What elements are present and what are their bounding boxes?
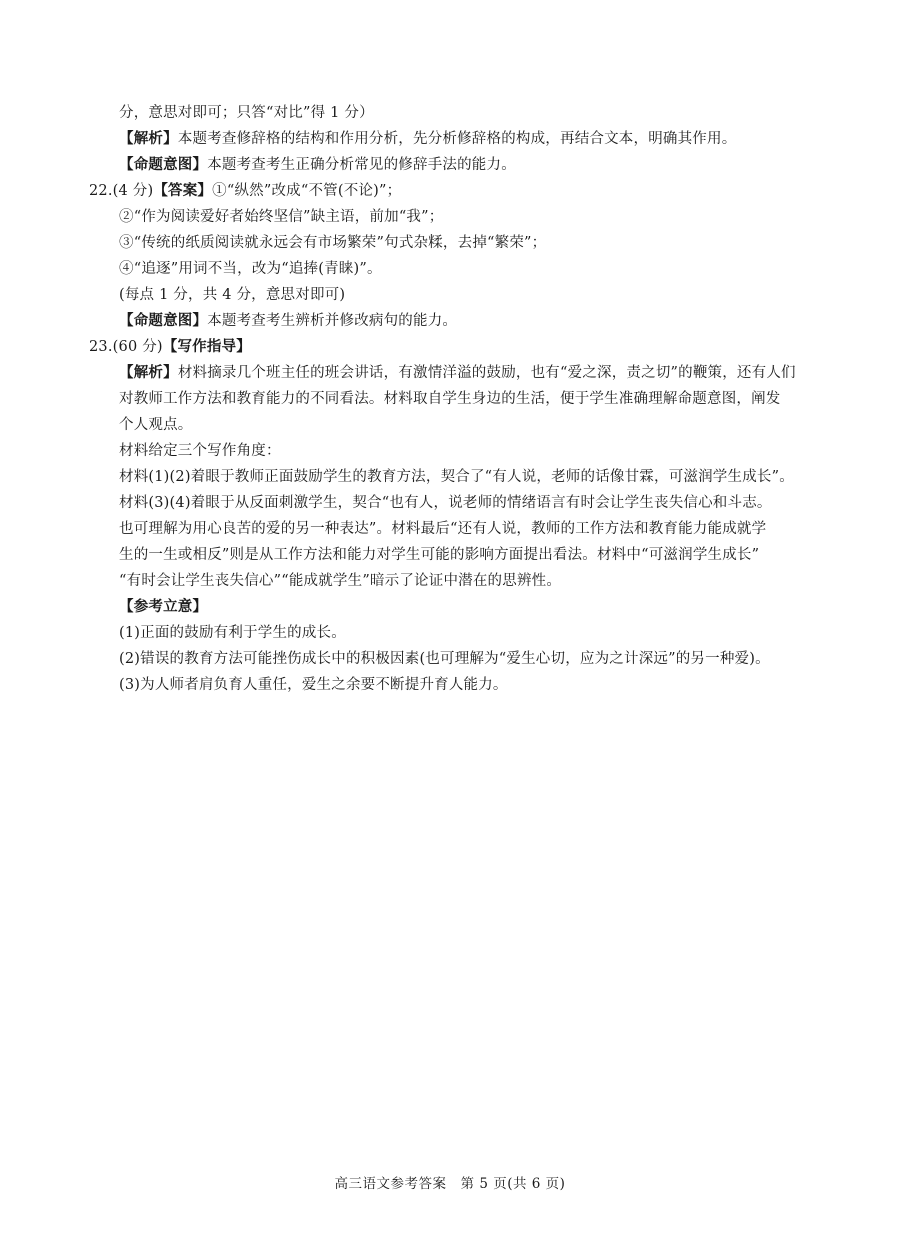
answer-item-3: ③“传统的纸质阅读就永远会有市场繁荣”句式杂糅，去掉“繁荣”；: [119, 235, 547, 251]
intent-label: 【命题意图】: [119, 157, 208, 173]
answer-label: 【答案】: [153, 183, 213, 199]
q23-header: [89, 337, 251, 357]
q21-score-note: 分，意思对即可；只答“对比”得 1 分）: [119, 105, 374, 121]
q21-intent: [119, 155, 516, 175]
answer-item-1: ①“纵然”改成“不管(不论)”；: [212, 183, 402, 199]
q23-analysis-line-2: 对教师工作方法和教育能力的不同看法。材料取自学生身边的生活，便于学生准确理解命题意图，阐发: [119, 391, 781, 407]
q21-analysis: [119, 129, 736, 149]
angle-2-line-3: 生的一生或相反”则是从工作方法和能力对学生可能的影响方面提出看法。材料中“可滋润学生成长”: [119, 547, 760, 563]
reference-ideas-label: 【参考立意】: [119, 599, 208, 615]
angle-2-line-4: “有时会让学生丧失信心”“能成就学生”暗示了论证中潜在的思辨性。: [119, 573, 562, 589]
q22-header: [89, 181, 401, 201]
question-points: (60 分): [112, 339, 163, 355]
q22-intent: [119, 311, 457, 331]
q23-analysis-line-1: [119, 363, 796, 383]
angle-2-line-2: 也可理解为用心良苦的爱的另一种表达”。材料最后“还有人说，教师的工作方法和教育能力能成就学: [119, 521, 767, 537]
scoring-note: (每点 1 分，共 4 分，意思对即可): [119, 287, 346, 303]
question-points: (4 分): [112, 183, 154, 199]
reference-idea-3: (3)为人师者肩负育人重任，爱生之余要不断提升育人能力。: [119, 677, 508, 693]
intent-text: 本题考查考生辨析并修改病句的能力。: [207, 313, 458, 329]
writing-guide-label: 【写作指导】: [162, 339, 251, 355]
question-number: 23.: [89, 339, 113, 355]
analysis-label: 【解析】: [119, 131, 178, 147]
angle-1: 材料(1)(2)着眼于教师正面鼓励学生的教育方法，契合了“有人说，老师的话像甘霖，可滋润学生成长”。: [119, 469, 794, 485]
angle-2-line-1: 材料(3)(4)着眼于从反面刺激学生，契合“也有人，说老师的情绪语言有时会让学生丧失信心和斗志。: [119, 495, 772, 511]
page-footer: 高三语文参考答案 第 5 页(共 6 页): [334, 1176, 566, 1192]
angles-intro: 材料给定三个写作角度：: [119, 443, 281, 459]
analysis-text: 本题考查修辞格的结构和作用分析，先分析修辞格的构成，再结合文本，明确其作用。: [177, 131, 737, 147]
q23-analysis-line-3: 个人观点。: [119, 417, 193, 433]
answer-item-4: ④“追逐”用词不当，改为“追捧(青睐)”。: [119, 261, 382, 277]
intent-label: 【命题意图】: [119, 313, 208, 329]
answer-item-2: ②“作为阅读爱好者始终坚信”缺主语，前加“我”；: [119, 209, 444, 225]
intent-text: 本题考查考生正确分析常见的修辞手法的能力。: [207, 157, 516, 173]
analysis-text: 材料摘录几个班主任的班会讲话，有激情洋溢的鼓励，也有“爱之深，责之切”的鞭策，还有人们: [177, 365, 796, 381]
question-number: 22.: [89, 183, 113, 199]
reference-idea-2: (2)错误的教育方法可能挫伤成长中的积极因素(也可理解为“爱生心切，应为之计深远”的另一种爱)。: [119, 651, 770, 667]
reference-idea-1: (1)正面的鼓励有利于学生的成长。: [119, 625, 346, 641]
analysis-label: 【解析】: [119, 365, 178, 381]
